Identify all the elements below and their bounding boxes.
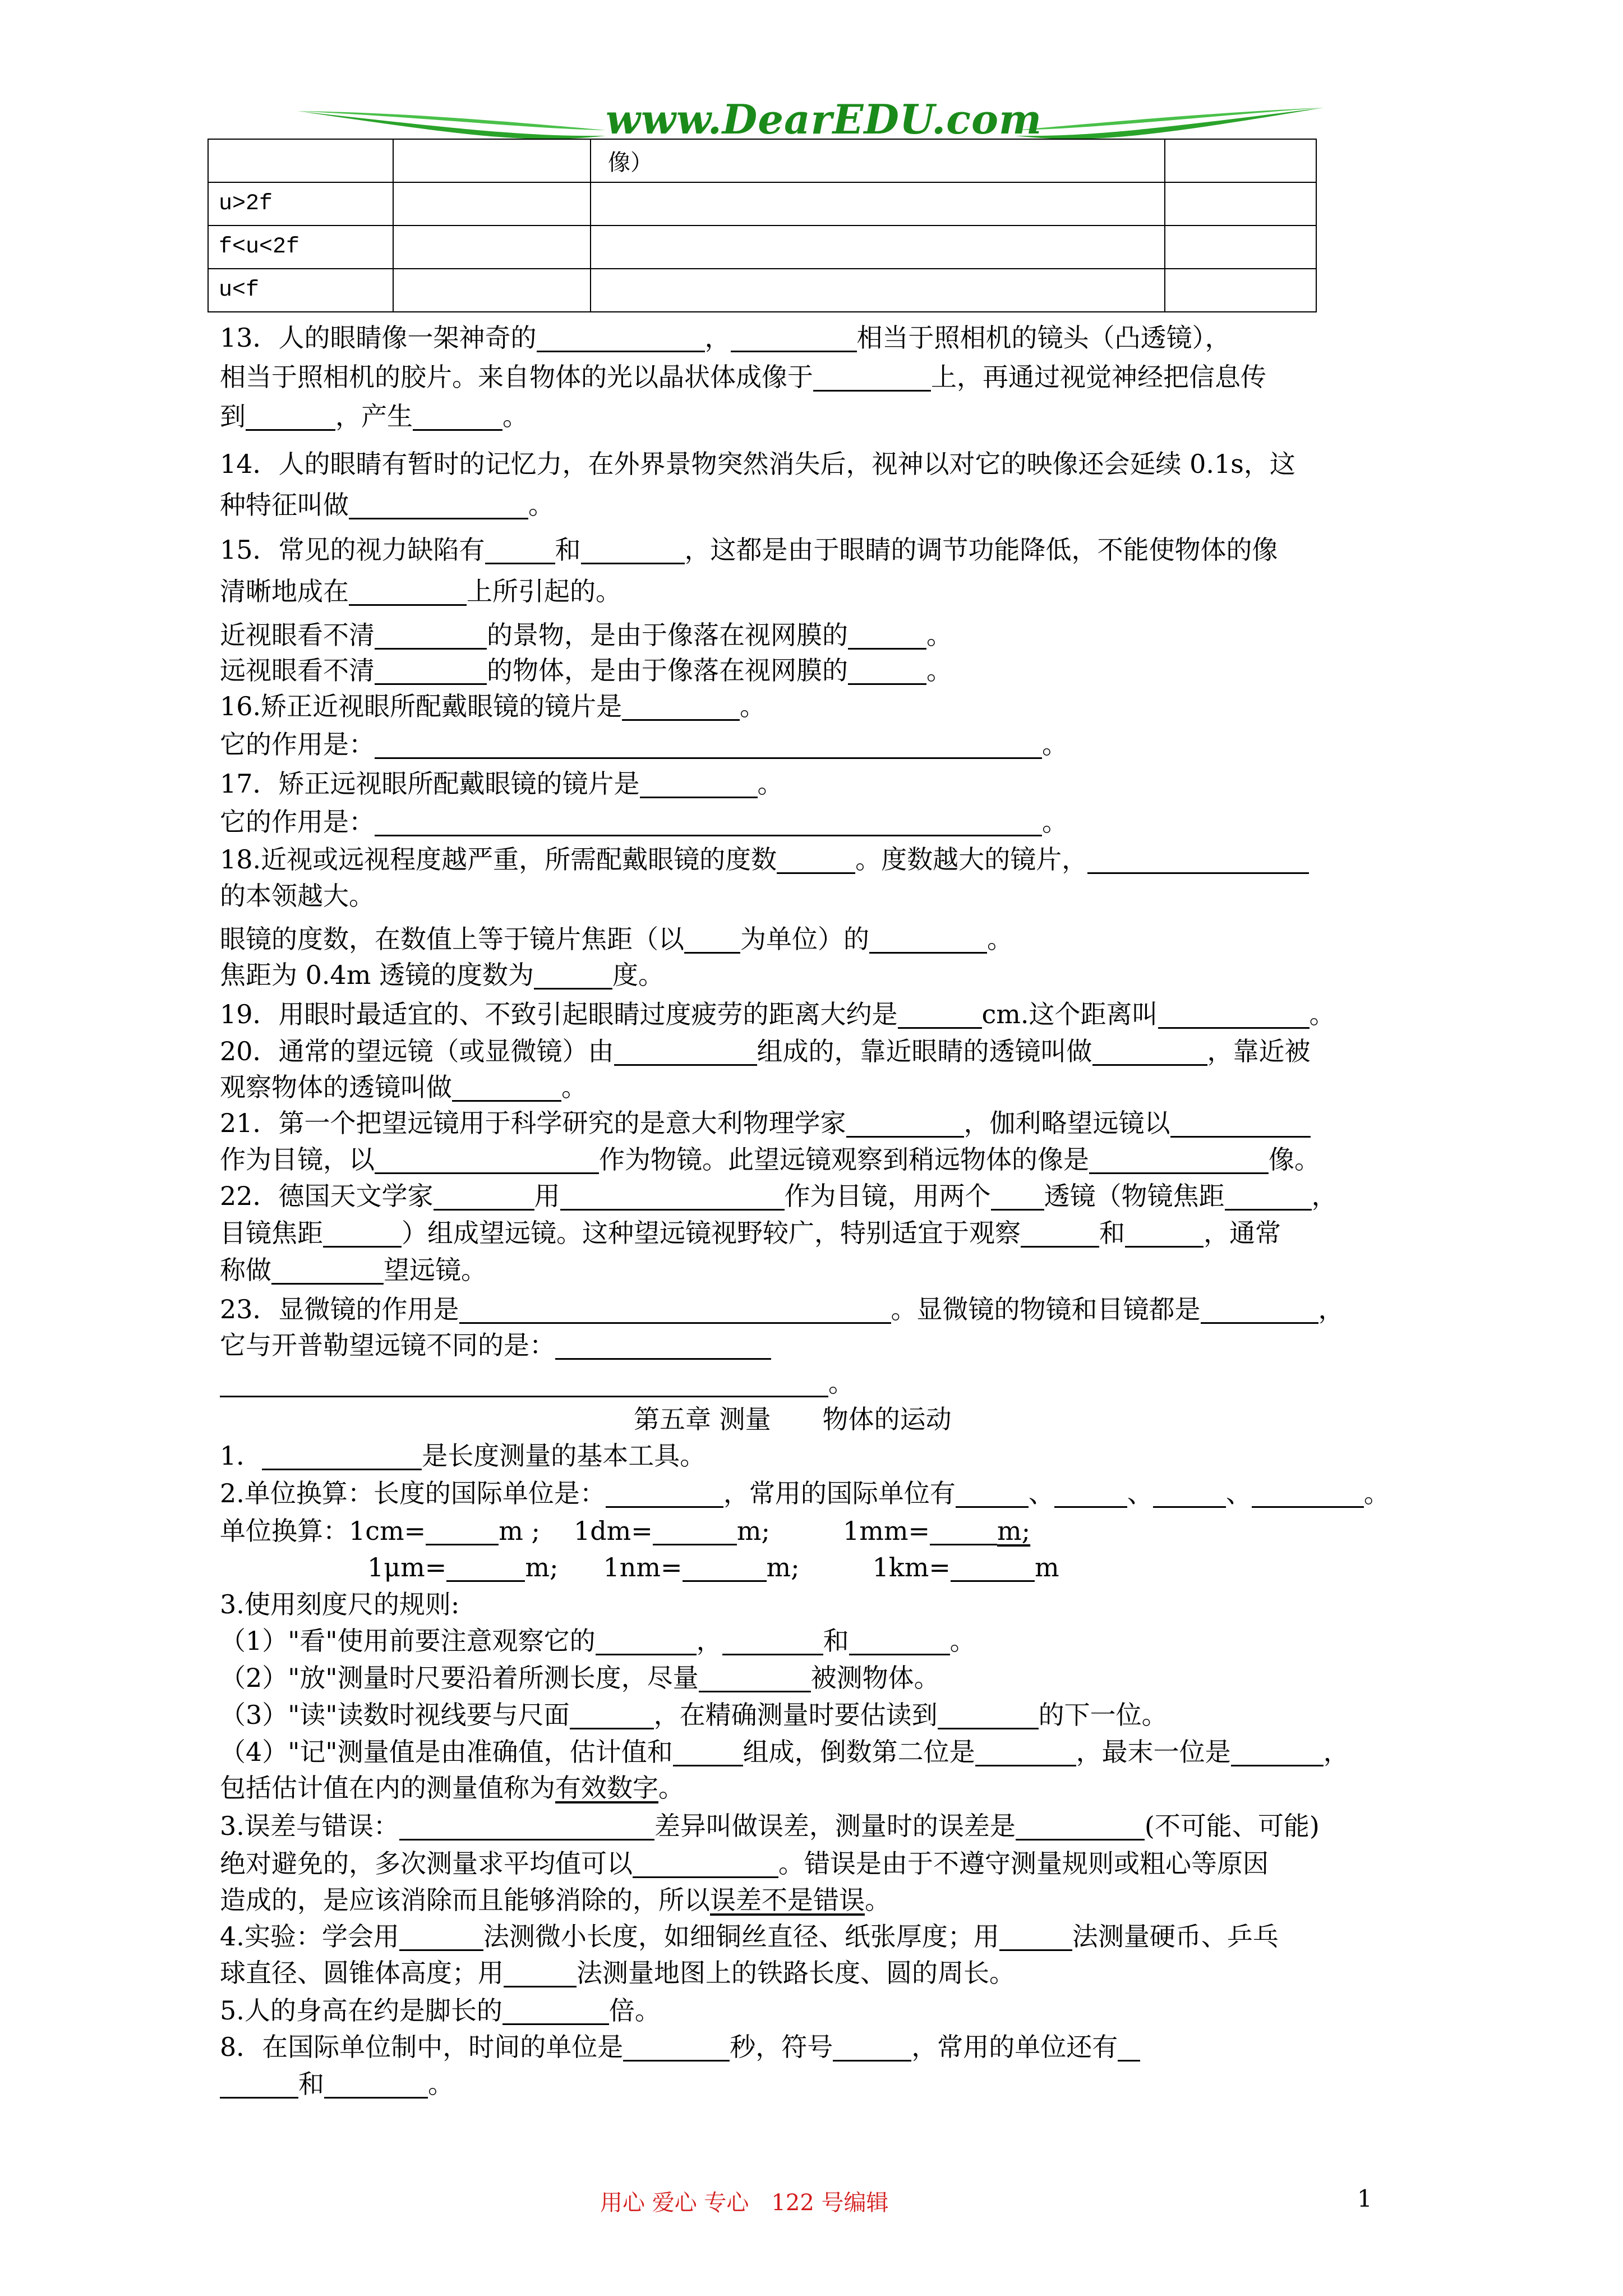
table-header-cell: 像）	[591, 139, 1165, 182]
table-cell-cond: u<f	[208, 269, 393, 312]
q18-line3: 眼镜的度数，在数值上等于镜片焦距（以 为单位）的 。	[220, 924, 1013, 954]
c2-line2: 单位换算：1cm= m ; 1dm= m; 1mm= m;	[220, 1516, 1031, 1546]
q14-line2: 种特征叫做 。	[220, 490, 554, 520]
table-cell-cond: u>2f	[208, 182, 393, 226]
q23-line2: 它与开普勒望远镜不同的是：	[220, 1327, 771, 1363]
q16-line1: 16.矫正近视眼所配戴眼镜的镜片是 。	[220, 691, 766, 721]
q21-line1: 21．第一个把望远镜用于科学研究的是意大利物理学家 ，伽利略望远镜以	[220, 1105, 1311, 1141]
table-row	[208, 182, 1316, 226]
q13-line1: 13．人的眼睛像一架神奇的 ， 相当于照相机的镜头（凸透镜），	[220, 323, 1231, 353]
table-row	[208, 139, 1316, 182]
q17-line1: 17．矫正远视眼所配戴眼镜的镜片是 。	[220, 769, 783, 799]
c3-line5: （4）"记"测量值是由准确值，估计值和 组成，倒数第二位是 ，最末一位是 ，	[220, 1737, 1349, 1767]
q20-line1: 20．通常的望远镜（或显微镜）由 组成的，靠近眼睛的透镜叫做 ，靠近被	[220, 1036, 1311, 1066]
q22-line2: 目镜焦距 ）组成望远镜。这种望远镜视野较广，特别适宜于观察 和 ，通常	[220, 1218, 1281, 1248]
q17-line2: 它的作用是： 。	[220, 807, 1068, 837]
q22-line1: 22．德国天文学家 用 作为目镜，用两个 透镜（物镜焦距 ，	[220, 1181, 1338, 1211]
q15-line3: 近视眼看不清 的景物，是由于像落在视网膜的 。	[220, 620, 952, 650]
q13-line3: 到 ，产生 。	[220, 401, 528, 431]
c7-line1: 8．在国际单位制中，时间的单位是 秒，符号 ，常用的单位还有	[220, 2029, 1140, 2065]
q21-line2: 作为目镜，以 作为物镜。此望远镜观察到稍远物体的像是 像。	[220, 1144, 1320, 1175]
lens-table	[208, 139, 1317, 312]
c2-line1: 2.单位换算：长度的国际单位是： ，常用的国际单位有 、 、 、 。	[220, 1478, 1390, 1508]
q18-line2: 的本领越大。	[220, 881, 375, 911]
c3-line2: （1）"看"使用前要注意观察它的 ， 和 。	[220, 1626, 976, 1656]
c4-line1: 3.误差与错误： 差异叫做误差，测量时的误差是 (不可能、可能)	[220, 1811, 1320, 1841]
chapter-title: 第五章 测量 物体的运动	[634, 1404, 952, 1434]
q16-line2: 它的作用是： 。	[220, 729, 1068, 760]
c5-line1: 4.实验：学会用 法测微小长度，如细铜丝直径、纸张厚度；用 法测量硬币、乒乓	[220, 1921, 1279, 1952]
table-row	[208, 269, 1316, 312]
c7-line2: 和 。	[220, 2066, 454, 2102]
page-number: 1	[1357, 2185, 1372, 2212]
q15-line4: 远视眼看不清 的物体，是由于像落在视网膜的 。	[220, 655, 952, 685]
q23-line3: 。	[220, 1365, 854, 1401]
site-name: www.DearEDU.com	[606, 95, 1043, 143]
c3-line1: 3.使用刻度尺的规则:	[220, 1589, 460, 1619]
c4-line2: 绝对避免的，多次测量求平均值可以 。错误是由于不遵守测量规则或粗心等原因	[220, 1848, 1269, 1879]
c4-line3: 造成的，是应该消除而且能够消除的，所以误差不是错误。	[220, 1885, 891, 1915]
c6-line: 5.人的身高在约是脚长的 倍。	[220, 1995, 661, 2026]
q18-line1: 18.近视或远视程度越严重，所需配戴眼镜的度数 。度数越大的镜片，	[220, 841, 1309, 877]
q14-line1: 14．人的眼睛有暂时的记忆力，在外界景物突然消失后，视神以对它的映像还会延续 0.1s，这	[220, 449, 1295, 479]
q23-line1: 23．显微镜的作用是 。显微镜的物镜和目镜都是 ，	[220, 1294, 1344, 1324]
footer-text: 用心 爱心 专心 122 号编辑	[600, 2190, 889, 2216]
q15-line2: 清晰地成在 上所引起的。	[220, 576, 621, 606]
q15-line1: 15．常见的视力缺陷有 和 ，这都是由于眼睛的调节功能降低，不能使物体的像	[220, 535, 1278, 565]
q20-line2: 观察物体的透镜叫做 。	[220, 1072, 587, 1102]
c5-line2: 球直径、圆锥体高度；用 法测量地图上的铁路长度、圆的周长。	[220, 1958, 1015, 1988]
c2-line3: 1μm= m; 1nm= m; 1km= m	[367, 1552, 1059, 1582]
q22-line3: 称做 望远镜。	[220, 1255, 487, 1285]
c1-line: 1． 是长度测量的基本工具。	[220, 1441, 706, 1471]
q19-line: 19．用眼时最适宜的、不致引起眼睛过度疲劳的距离大约是 cm.这个距离叫 。	[220, 999, 1335, 1029]
table-row	[208, 226, 1316, 269]
c3-line4: （3）"读"读数时视线要与尺面 ，在精确测量时要估读到 的下一位。	[220, 1700, 1168, 1730]
c3-line3: （2）"放"测量时尺要沿着所测长度，尽量 被测物体。	[220, 1663, 940, 1693]
c3-line6: 包括估计值在内的测量值称为有效数字。	[220, 1773, 684, 1803]
q18-line4: 焦距为 0.4m 透镜的度数为 度。	[220, 960, 665, 990]
table-cell-cond: f<u<2f	[208, 226, 393, 269]
q13-line2: 相当于照相机的胶片。来自物体的光以晶状体成像于 上，再通过视觉神经把信息传	[220, 362, 1266, 392]
